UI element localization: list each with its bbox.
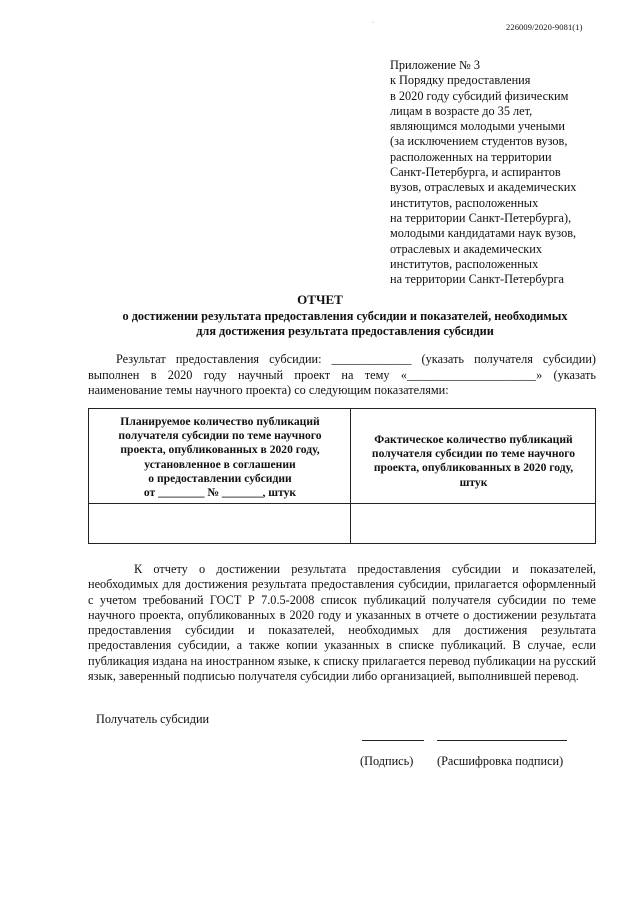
appendix-line: на территории Санкт-Петербурга	[390, 272, 564, 287]
header-line: штук	[459, 475, 488, 489]
planned-publications-header	[93, 415, 347, 500]
appendix-line: институтов, расположенных	[390, 256, 539, 271]
recipient-label: Получатель субсидии	[96, 712, 210, 726]
header-line: получателя субсидии по теме научного	[118, 429, 322, 443]
report-title: ОТЧЕТ	[297, 292, 343, 307]
attachment-paragraph	[88, 562, 596, 684]
actual-publications-header	[354, 433, 593, 490]
scan-mark: ·	[372, 20, 374, 26]
report-subtitle-line: о достижении результата предоставления субсидии и показателей, необходимых	[122, 309, 568, 323]
appendix-line: на территории Санкт-Петербурга),	[390, 210, 572, 225]
header-line: от ________ № _______, штук	[143, 486, 297, 500]
indicators-table	[88, 408, 596, 544]
header-line: получателя субсидии по теме научного	[371, 447, 576, 461]
signature-decoding-line[interactable]	[437, 740, 567, 741]
signature-line[interactable]	[362, 740, 424, 741]
appendix-line: в 2020 году субсидий физическим	[390, 88, 569, 103]
table-row-divider	[89, 503, 595, 504]
appendix-line: являющимся молодыми учеными	[390, 119, 565, 134]
appendix-line: Приложение № 3	[390, 58, 481, 72]
appendix-line: расположенных на территории	[390, 149, 552, 164]
intro-paragraph	[88, 352, 596, 399]
appendix-line: (за исключением студентов вузов,	[390, 134, 568, 149]
header-line: установленное в соглашении	[144, 457, 296, 471]
report-subtitle	[100, 309, 590, 339]
header-line: о предоставлении субсидии	[148, 471, 292, 485]
intro-paragraph-text: Результат предоставления субсидии: _____________ (указать получателя субсидии) выполнен в 2020 году научный проект на тему «_____________________» (указать наименование темы научного проекта) со следующим показателями:	[88, 352, 596, 398]
table-column-divider	[350, 409, 351, 543]
header-line: Фактическое количество публикаций	[374, 433, 573, 446]
appendix-block	[390, 58, 630, 287]
header-line: проекта, опубликованных в 2020 году,	[373, 461, 574, 475]
appendix-line: молодыми кандидатами наук вузов,	[390, 226, 577, 241]
appendix-line: лицам в возрасте до 35 лет,	[390, 103, 533, 118]
header-line: Планируемое количество публикаций	[120, 415, 320, 428]
appendix-line: отраслевых и академических	[390, 241, 543, 256]
signature-decoding-label: (Расшифровка подписи)	[437, 754, 564, 768]
appendix-line: к Порядку предоставления	[390, 73, 531, 88]
document-id: 226009/2020-9081(1)	[506, 22, 583, 32]
header-line: проекта, опубликованных в 2020 году,	[120, 443, 320, 457]
appendix-line: институтов, расположенных	[390, 195, 539, 210]
report-subtitle-line: для достижения результата предоставления субсидии	[196, 324, 494, 338]
signature-label: (Подпись)	[360, 754, 414, 768]
appendix-line: вузов, отраслевых и академических	[390, 180, 577, 195]
appendix-line: Санкт-Петербурга, и аспирантов	[390, 165, 561, 180]
attachment-paragraph-text: К отчету о достижении результата предоставления субсидии и показателей, необходимых для достижения результата предоставления субсидии, прилагается оформленный с учетом требований ГОСТ Р 7.0.5-2008 список публикаций получателя субсидии по теме научного проекта, опубликованных в 2020 году и указанных в отчете о достижении результата предоставления субсидии и показателей, необходимых для достижения результата предоставления субсидии, а также копии указанных в списке публикаций. В случае, если публикация издана на иностранном языке, к списку прилагается перевод публикации на русский язык, заверенный подписью получателя субсидии либо организацией, выполнившей перевод.	[88, 562, 596, 684]
